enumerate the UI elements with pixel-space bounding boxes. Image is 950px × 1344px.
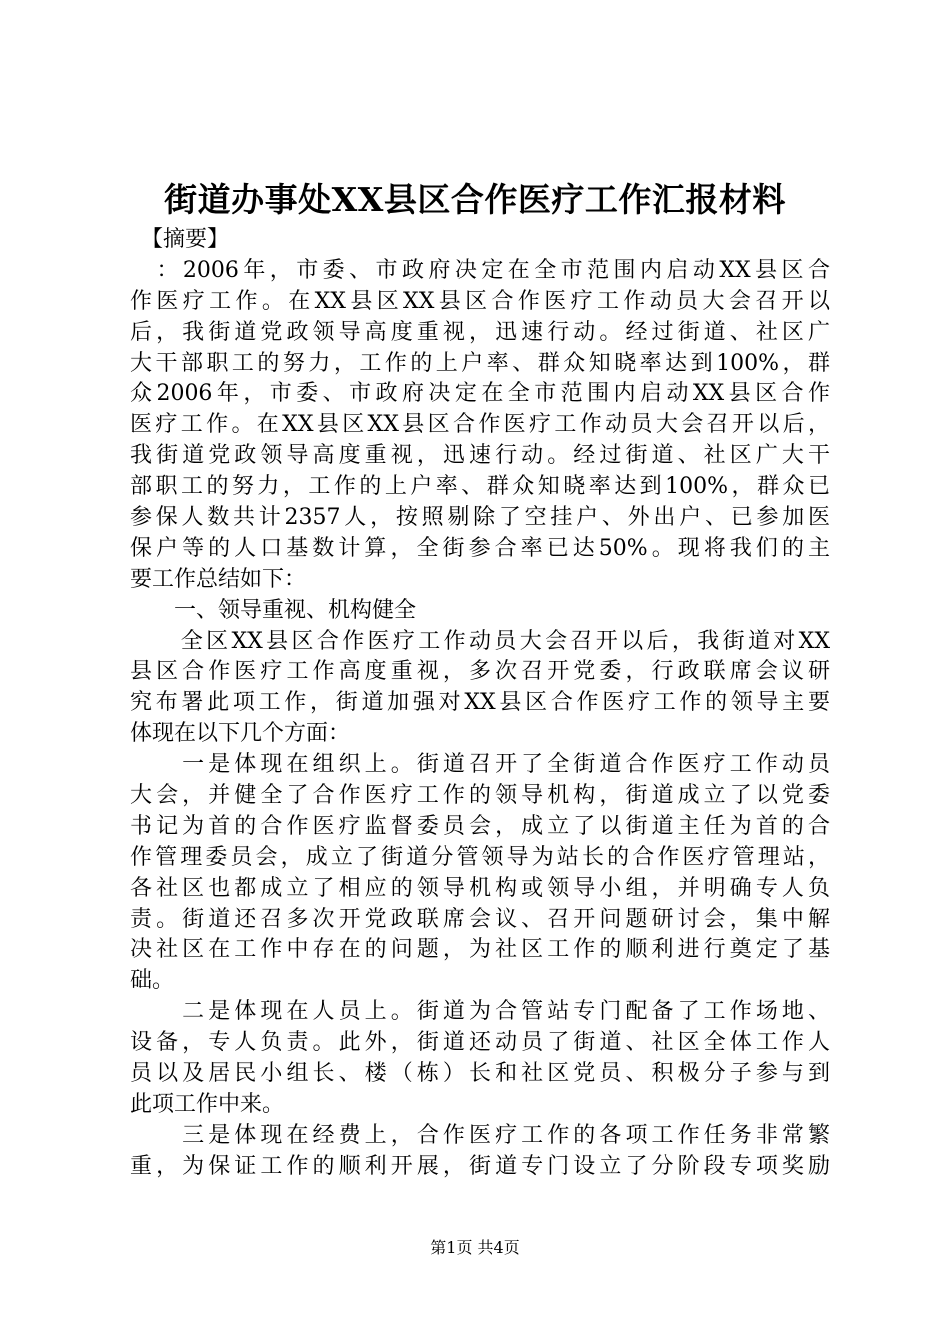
text-line: 二是体现在人员上。街道为合管站专门配备了工作场地、 (130, 999, 830, 1025)
text-line: 作医疗工作。在XX县区XX县区合作医疗工作动员大会召开以 (130, 288, 830, 314)
text-line: 医疗工作。在XX县区XX县区合作医疗工作动员大会召开以后， (130, 412, 830, 438)
text-line: 部职工的努力，工作的上户率、群众知晓率达到100%，群众已 (130, 474, 830, 500)
text-line: 我街道党政领导高度重视，迅速行动。经过街道、社区广大干 (130, 443, 830, 469)
text-line: 要工作总结如下： (130, 566, 307, 592)
text-line: 设备，专人负责。此外，街道还动员了街道、社区全体工作人 (130, 1030, 830, 1056)
text-line: 员以及居民小组长、楼（栋）长和社区党员、积极分子参与到 (130, 1061, 830, 1087)
text-line: 书记为首的合作医疗监督委员会，成立了以街道主任为首的合 (130, 813, 830, 839)
text-line: 众2006年，市委、市政府决定在全市范围内启动XX县区合作 (130, 381, 830, 407)
text-line: 各社区也都成立了相应的领导机构或领导小组，并明确专人负 (130, 875, 830, 901)
text-line: 后，我街道党政领导高度重视，迅速行动。经过街道、社区广 (130, 319, 830, 345)
text-line: 究布署此项工作，街道加强对XX县区合作医疗工作的领导主要 (130, 690, 830, 716)
text-line: 保户等的人口基数计算，全街参合率已达50%。现将我们的主 (130, 535, 830, 561)
document-title: 街道办事处XX县区合作医疗工作汇报材料 (164, 180, 786, 219)
text-line: 一是体现在组织上。街道召开了全街道合作医疗工作动员 (130, 752, 830, 778)
text-line: 一、领导重视、机构健全 (130, 597, 417, 623)
text-line: 此项工作中来。 (130, 1091, 285, 1117)
page-indicator: 第1页 共4页 (430, 1238, 520, 1257)
text-line: 重，为保证工作的顺利开展，街道专门设立了分阶段专项奖励 (130, 1153, 830, 1179)
text-line: 决社区在工作中存在的问题，为社区工作的顺利进行奠定了基 (130, 937, 830, 963)
text-line: 大干部职工的努力，工作的上户率、群众知晓率达到100%，群 (130, 350, 830, 376)
text-line: 责。街道还召多次开党政联席会议、召开问题研讨会，集中解 (130, 906, 830, 932)
text-line: 体现在以下几个方面： (130, 721, 351, 747)
text-line: 全区XX县区合作医疗工作动员大会召开以后，我街道对XX (130, 628, 830, 654)
text-line: 础。 (130, 968, 175, 994)
text-line: ：2006年，市委、市政府决定在全市范围内启动XX县区合 (130, 257, 830, 283)
text-line: 三是体现在经费上，合作医疗工作的各项工作任务非常繁 (130, 1122, 830, 1148)
text-line: 县区合作医疗工作高度重视，多次召开党委，行政联席会议研 (130, 659, 830, 685)
text-line: 参保人数共计2357人，按照剔除了空挂户、外出户、已参加医 (130, 505, 830, 531)
document-body (130, 225, 830, 1183)
text-line: 作管理委员会，成立了街道分管领导为站长的合作医疗管理站， (130, 844, 830, 870)
text-line: 【摘要】 (130, 227, 230, 252)
text-line: 大会，并健全了合作医疗工作的领导机构，街道成立了以党委 (130, 783, 830, 809)
